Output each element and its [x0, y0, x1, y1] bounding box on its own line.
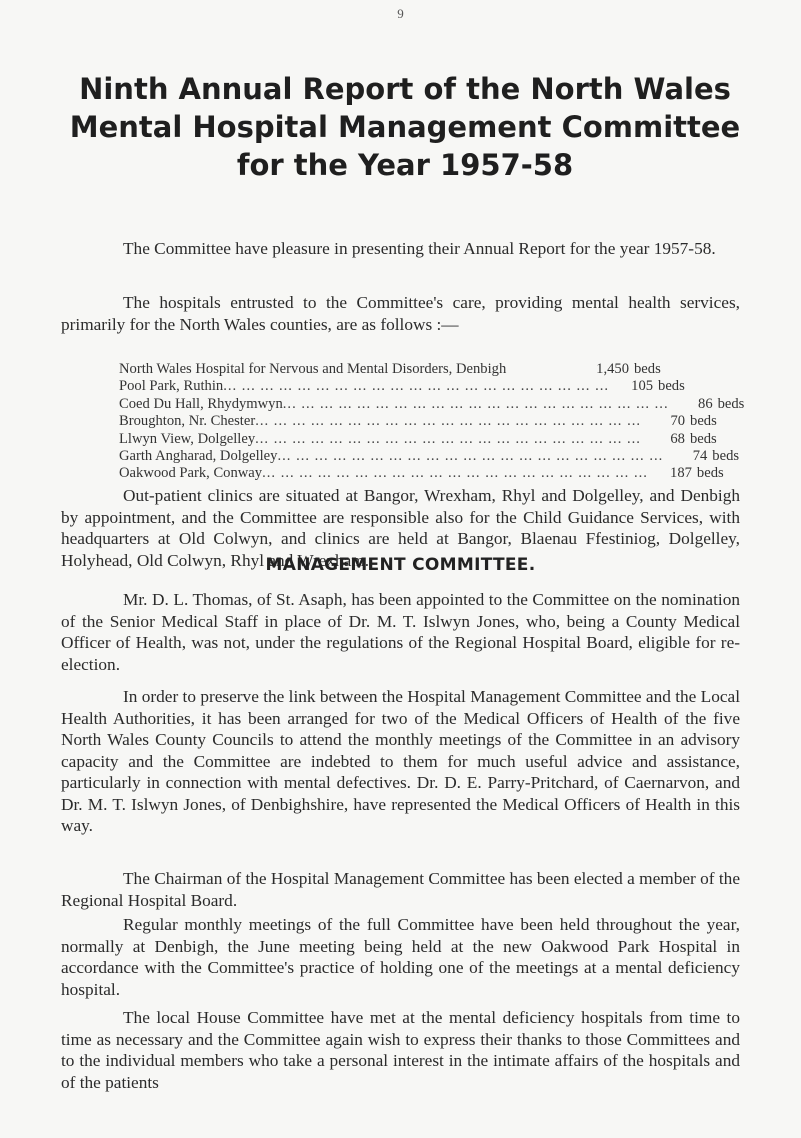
dot-leader: ... ... ... ... ... ... ... ... ... ... ... ... ... ... ... ... ... ... ... ... ...: [255, 413, 642, 430]
management-committee-heading: MANAGEMENT COMMITTEE.: [265, 555, 536, 575]
hospital-row: [119, 378, 685, 395]
management-paragraph-5: The local House Committee have met at the mental deficiency hospitals from time to time as necessary and the Committee again wish to express their thanks to those Committees and to the individual members who take a personal interest in the intimate affairs of the hospitals and of the patients: [61, 1008, 740, 1092]
intro-paragraph-1: The Committee have pleasure in presenting their Annual Report for the year 1957-58.: [123, 239, 716, 258]
hospital-beds: 74: [692, 448, 708, 465]
hospital-row: [119, 448, 740, 465]
hospital-beds: 105: [631, 378, 654, 395]
dot-leader: ... ... ... ... ... ... ... ... ... ... ... ... ... ... ... ... ... ... ... ... ...: [282, 395, 669, 412]
title-line-3: for the Year 1957-58: [236, 148, 574, 182]
hospital-list: [119, 361, 745, 483]
hospital-beds: 1,450: [596, 361, 629, 377]
management-paragraph-3: The Chairman of the Hospital Management Committee has been elected a member of the Regional Hospital Board.: [61, 869, 740, 910]
hospital-beds-unit: beds: [634, 361, 661, 377]
management-paragraph-4: Regular monthly meetings of the full Committee have been held throughout the year, normally at Denbigh, the June meeting being held at the new Oakwood Park Hospital in accordance with the Committee's practice of holding one of the meetings at a mental deficiency hospital.: [61, 915, 740, 999]
dot-leader: ... ... ... ... ... ... ... ... ... ... ... ... ... ... ... ... ... ... ... ... ...: [262, 465, 648, 482]
hospital-name: Llwyn View, Dolgelley: [119, 430, 256, 447]
hospital-name: Pool Park, Ruthin: [119, 378, 224, 395]
hospital-row: [119, 465, 724, 482]
hospital-row: [119, 361, 668, 378]
report-title: [60, 70, 750, 184]
dot-leader: ... ... ... ... ... ... ... ... ... ... ... ... ... ... ... ... ... ... ... ... ...: [223, 378, 610, 395]
dot-leader: ... ... ... ... ... ... ... ... ... ... ... ... ... ... ... ... ... ... ... ... ...: [277, 448, 664, 465]
hospital-row: [119, 430, 717, 448]
hospital-row: [119, 395, 745, 413]
title-line-2: Mental Hospital Management Committee: [69, 110, 741, 144]
hospital-name: Garth Angharad, Dolgelley: [119, 448, 278, 465]
management-paragraph-1: Mr. D. L. Thomas, of St. Asaph, has been appointed to the Committee on the nomination of the Senior Medical Staff in place of Dr. M. T. Islwyn Jones, who, being a County Medical Officer of Health, was not, under the regulations of the Regional Hospital Board, eligible for re-election.: [61, 590, 740, 674]
intro-paragraph-2: The hospitals entrusted to the Committee's care, providing mental health services, primarily for the North Wales counties, are as follows :—: [61, 293, 740, 334]
hospital-beds-unit: beds: [717, 395, 745, 412]
page-number: 9: [397, 6, 404, 21]
hospital-name: North Wales Hospital for Nervous and Mental Disorders, Denbigh: [119, 361, 507, 377]
hospital-row: [119, 413, 717, 430]
management-paragraph-2: In order to preserve the link between the Hospital Management Committee and the Local Health Authorities, it has been arranged for two of the Medical Officers of Health of the five North Wales County Councils to attend the monthly meetings of the Committee in an advisory capacity and the Committee are indebted to them for much useful advice and assistance, particularly in connection with mental defectives. Dr. D. E. Parry-Pritchard, of Caernarvon, and Dr. M. T. Islwyn Jones, of Denbighshire, have represented the Medical Officers of Health in this way.: [61, 687, 740, 835]
hospital-name: Broughton, Nr. Chester: [119, 413, 256, 430]
hospital-beds: 187: [670, 465, 692, 482]
hospital-beds-unit: beds: [690, 413, 717, 430]
hospital-beds-unit: beds: [689, 430, 717, 447]
hospital-beds: 68: [670, 430, 685, 447]
hospital-beds-unit: beds: [658, 378, 685, 395]
hospital-beds-unit: beds: [712, 448, 740, 465]
hospital-beds: 86: [698, 395, 713, 412]
hospital-beds-unit: beds: [696, 465, 724, 482]
hospital-name: Coed Du Hall, Rhydymwyn: [119, 395, 283, 412]
hospital-name: Oakwood Park, Conway: [119, 465, 263, 482]
dot-leader: ... ... ... ... ... ... ... ... ... ... ... ... ... ... ... ... ... ... ... ... ...: [255, 430, 641, 447]
title-line-1: Ninth Annual Report of the North Wales: [79, 72, 731, 106]
hospital-beds: 70: [670, 413, 686, 430]
outpatient-paragraph: Out-patient clinics are situated at Bangor, Wrexham, Rhyl and Dolgelley, and Denbigh by appointment, and the Committee are responsible also for the Child Guidance Services, with headquarters at Old Colwyn, and clinics are held at Bangor, Blaenau Ffestiniog, Dolgelley, Holyhead, Old Colwyn, Rhyl and Wrexham.: [61, 486, 740, 570]
